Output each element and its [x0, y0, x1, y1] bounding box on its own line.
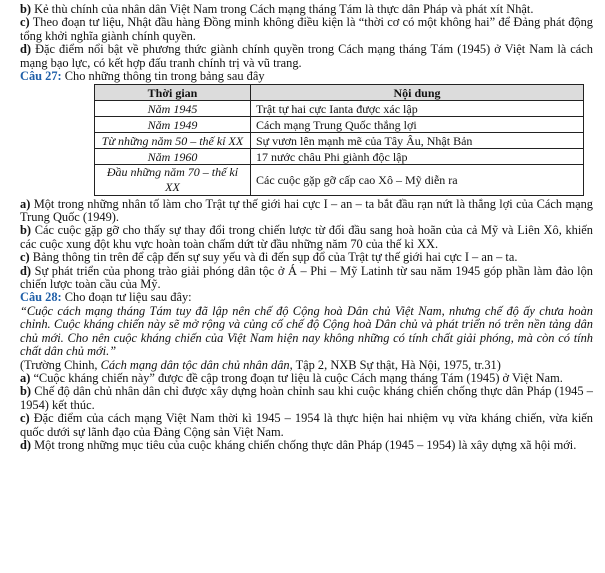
cell-time: Từ những năm 50 – thế kỉ XX	[95, 133, 251, 149]
source-book-title: Cách mạng dân tộc dân chủ nhân dân	[100, 357, 290, 372]
timeline-table	[94, 84, 584, 195]
q28-option-b: b) Chế độ dân chủ nhân dân chỉ được xây dựng hoàn chỉnh sau khi cuộc kháng chiến chống thực dân Pháp (1945 – 1954) kết thúc.	[20, 384, 593, 412]
q28-option-c: c) Đặc điểm của cách mạng Việt Nam thời kì 1945 – 1954 là thực hiện hai nhiệm vụ vừa kháng chiến, vừa kiến quốc dưới sự lãnh đạo của Đảng Cộng sản Việt Nam.	[20, 411, 593, 439]
header-content: Nội dung	[251, 85, 584, 101]
q27-option-c: c) Bảng thông tin trên để cập đến sự suy yếu và đi đến sụp đổ của Trật tự thế giới hai cực I – an – ta.	[20, 250, 518, 265]
cell-time: Đầu những năm 70 – thế kỉ XX	[95, 165, 251, 195]
table-row	[95, 133, 584, 149]
table-header-row	[95, 85, 584, 101]
q27-option-a: a) Một trong những nhân tố làm cho Trật tự thế giới hai cực I – an – ta bắt đầu rạn nứt là thắng lợi của Cách mạng Trung Quốc (1949).	[20, 196, 593, 225]
table-row	[95, 165, 584, 195]
statement-d: d) Đặc điểm nổi bật về phương thức giành chính quyền trong Cách mạng tháng Tám (1945) ở Việt Nam là cách mạng bạo lực, có kết hợp đấu tranh chính trị và vũ trang.	[20, 42, 593, 70]
statement-c: c) Theo đoạn tư liệu, Nhật đầu hàng Đồng minh không điều kiện là “thời cơ có một không hai” để Đảng phát động tổng khởi nghĩa giành chính quyền.	[20, 15, 593, 43]
cell-content: Sự vươn lên mạnh mẽ của Tây Âu, Nhật Bản	[251, 133, 584, 149]
cell-content: Trật tự hai cực Ianta được xác lập	[251, 101, 584, 117]
table-row	[95, 149, 584, 165]
q28-option-d: d) Một trong những mục tiêu của cuộc kháng chiến chống thực dân Pháp (1945 – 1954) là xây dựng xã hội mới.	[20, 437, 577, 452]
table-row	[95, 117, 584, 133]
cell-time: Năm 1949	[95, 117, 251, 133]
cell-time: Năm 1960	[95, 149, 251, 165]
header-time: Thời gian	[95, 85, 251, 101]
cell-time: Năm 1945	[95, 101, 251, 117]
cell-content: Cách mạng Trung Quốc thắng lợi	[251, 117, 584, 133]
q28-quote: “Cuộc cách mạng tháng Tám tuy đã lập nên chế độ Cộng hoà Dân chủ Việt Nam, nhưng chế độ ấy chưa hoàn chỉnh. Cuộc kháng chiến này sẽ mở rộng và củng cố chế độ Cộng hoà Dân chủ và phát triển nó trên nền tảng dân chủ mới. Cho nên cuộc kháng chiến của Việt Nam hiện nay không những có tính chất giải phóng, mà còn có tính chất dân chủ mới.”	[20, 303, 593, 359]
table-row	[95, 101, 584, 117]
question-28-heading: Câu 28: Cho đoạn tư liệu sau đây:	[20, 290, 192, 305]
q28-option-a: a) “Cuộc kháng chiến này” được đề cập trong đoạn tư liệu là cuộc Cách mạng tháng Tám (1945) ở Việt Nam.	[20, 370, 563, 385]
q28-source: (Trường Chinh, Cách mạng dân tộc dân chủ nhân dân, Tập 2, NXB Sự thật, Hà Nội, 1975, tr.31)	[20, 357, 501, 372]
q27-option-d: d) Sự phát triển của phong trào giải phóng dân tộc ở Á – Phi – Mỹ Latinh từ sau năm 1945 góp phần làm đảo lộn chiến lược toàn cầu của Mỹ.	[20, 263, 593, 292]
cell-content: 17 nước châu Phi giành độc lập	[251, 149, 584, 165]
q27-option-b: b) Các cuộc gặp gỡ cho thấy sự thay đổi trong chiến lược từ đối đầu sang hoà hoãn của cả Mỹ và Liên Xô, khiến các cuộc xung đột khu vực hoàn toàn chấm dứt từ đầu những năm 70 của thế kỉ XX.	[20, 223, 593, 251]
question-27-heading: Câu 27: Cho những thông tin trong bảng sau đây	[20, 69, 265, 84]
cell-content: Các cuộc gặp gỡ cấp cao Xô – Mỹ diễn ra	[251, 165, 584, 195]
statement-b: b) Kẻ thù chính của nhân dân Việt Nam trong Cách mạng tháng Tám là thực dân Pháp và phát xít Nhật.	[20, 2, 534, 16]
